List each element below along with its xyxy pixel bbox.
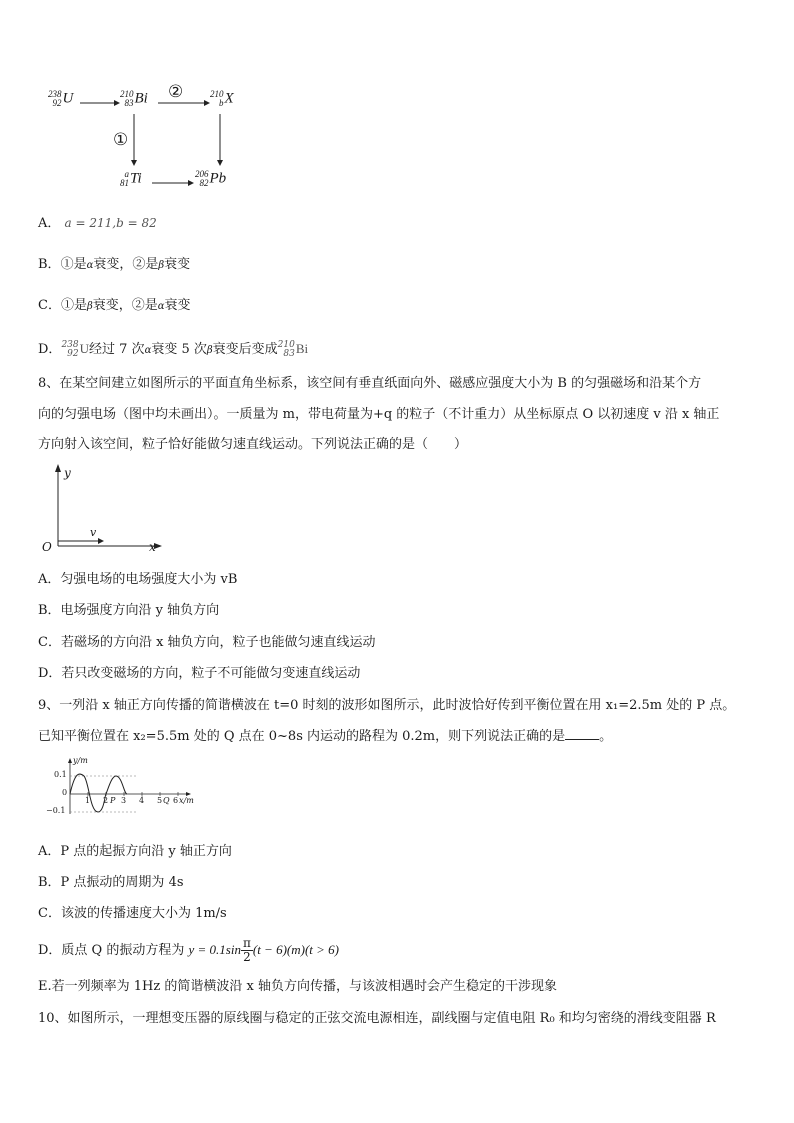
q9-stem-line-1: 9、一列沿 x 轴正方向传播的简谐横波在 t=0 时刻的波形如图所示，此时波恰好传到平衡位置在用 x₁=2.5m 处的 P 点。	[38, 698, 736, 713]
q9-option-d-eq-rhs: (t − 6)(m)(t > 6)	[252, 942, 339, 957]
q9-y-axis-label: y/m	[73, 756, 88, 765]
answer-blank	[565, 727, 599, 740]
q9-option-b: B．P 点振动的周期为 4s	[38, 875, 184, 890]
q7-option-a	[38, 214, 157, 233]
q8-stem-line-3: 方向射入该空间，粒子恰好能做匀速直线运动。下列说法正确的是（ ）	[38, 437, 468, 452]
q8-option-d: D．若只改变磁场的方向，粒子不可能做匀变速直线运动	[38, 666, 361, 681]
q8-stem-line-2: 向的匀强电场（图中均未画出）。一质量为 m，带电荷量为+q 的粒子（不计重力）从坐标原点 O 以初速度 v 沿 x 轴正	[38, 407, 720, 422]
q9-stem-line-2-end: 。	[599, 729, 613, 744]
q9-ytick-top: 0.1	[54, 770, 67, 779]
beta-symbol: β	[158, 260, 165, 271]
option-c-label: C．	[38, 298, 61, 313]
step-2-label: ②	[168, 82, 184, 102]
q8-axes-svg	[36, 462, 166, 556]
d-bi-mass: 210	[277, 339, 295, 350]
q9-option-d-fraction	[241, 937, 253, 964]
u-symbol: U	[62, 90, 74, 107]
bi-symbol: Bi	[134, 90, 148, 107]
beta-symbol: β	[86, 301, 93, 312]
ti-symbol: Ti	[130, 170, 142, 187]
step-1-label: ①	[113, 130, 129, 150]
q9-option-e: E.若一列频率为 1Hz 的简谐横波沿 x 轴负方向传播，与该波相遇时会产生稳定的干涉现象	[38, 979, 557, 994]
alpha-symbol: α	[144, 345, 152, 356]
alpha-symbol: α	[86, 260, 94, 271]
option-d-text-3: 衰变后变成	[212, 342, 278, 357]
q9-option-c: C．该波的传播速度大小为 1m/s	[38, 906, 227, 921]
q9-xtick-2: 2	[103, 796, 109, 805]
option-c-text-1: ①是	[60, 298, 87, 313]
arrow-bi-to-ti	[129, 114, 139, 166]
pb-mass: 206	[195, 169, 209, 179]
d-u-mass: 238	[61, 339, 79, 350]
nuclide-u238	[48, 90, 73, 108]
q8-stem-line-1: 8、在某空间建立如图所示的平面直角坐标系，该空间有垂直纸面向外、磁感应强度大小为 B 的匀强磁场和沿某个方	[38, 376, 702, 391]
u-mass: 238	[48, 89, 62, 99]
q9-p-label: P	[110, 796, 116, 805]
pb-charge: 82	[199, 178, 209, 188]
option-d-text-2: 衰变 5 次	[151, 342, 207, 357]
x-mass: 210	[210, 89, 224, 99]
nuclide-ti	[120, 170, 142, 188]
option-b-label: B．	[38, 257, 61, 272]
option-b-text-3: 衰变	[164, 257, 191, 272]
ti-charge: 81	[120, 178, 129, 188]
beta-symbol: β	[206, 345, 213, 356]
option-d-text-1: 经过 7 次	[89, 342, 145, 357]
arrow-bi-to-x	[158, 98, 210, 108]
option-b-text-1: ①是	[60, 257, 87, 272]
decay-chain-figure	[40, 82, 270, 197]
d-bi-symbol: Bi	[295, 341, 309, 356]
q8-option-a: A．匀强电场的电场强度大小为 vB	[38, 572, 238, 587]
q8-option-c: C．若磁场的方向沿 x 轴负方向，粒子也能做匀速直线运动	[38, 635, 376, 650]
fraction-denominator: 2	[243, 950, 251, 964]
d-bi-charge: 83	[283, 348, 295, 359]
option-d-label: D．	[38, 342, 62, 357]
bi-mass: 210	[120, 89, 134, 99]
arrow-x-to-pb	[215, 114, 225, 166]
q7-option-d	[38, 338, 308, 362]
q9-xtick-6: 6	[173, 796, 179, 805]
x-symbol: X	[224, 90, 234, 107]
pb-symbol: Pb	[209, 170, 227, 187]
q8-v-label: v	[90, 526, 97, 539]
nuclide-x	[210, 90, 234, 108]
q9-option-d	[38, 934, 339, 967]
alpha-symbol: α	[157, 301, 165, 312]
q9-wave-figure	[46, 758, 196, 820]
q9-option-d-eq-lhs: y = 0.1sin	[188, 942, 241, 957]
q9-stem-line-2	[38, 727, 612, 746]
q8-coordinate-figure	[36, 462, 166, 556]
d-u-symbol: U	[79, 341, 90, 356]
option-a-label: A．	[38, 216, 61, 231]
nuclide-bi210	[120, 90, 148, 108]
q8-y-label: y	[64, 466, 71, 480]
ti-mass: a	[124, 169, 129, 179]
nuclide-pb206	[195, 170, 226, 188]
bi-charge: 83	[124, 98, 134, 108]
q9-x-axis-label: x/m	[179, 796, 194, 805]
q9-xtick-5: 5	[157, 796, 163, 805]
q9-xtick-3: 3	[121, 796, 127, 805]
q9-ytick-mid: 0	[62, 788, 68, 797]
q9-wave-svg	[46, 758, 196, 820]
option-b-text-2: 衰变，②是	[93, 257, 159, 272]
q9-ytick-bot: −0.1	[46, 806, 66, 815]
q9-xtick-1: 1	[85, 796, 91, 805]
q8-x-label: x	[149, 540, 156, 554]
q9-stem-line-2-text: 已知平衡位置在 x₂=5.5m 处的 Q 点在 0~8s 内运动的路程为 0.2m，则下列说法正确的是	[38, 729, 566, 744]
q9-xtick-4: 4	[139, 796, 145, 805]
option-c-text-2: 衰变，②是	[92, 298, 158, 313]
q9-q-label: Q	[163, 796, 170, 805]
fraction-numerator: π	[242, 936, 251, 950]
arrow-u-to-bi	[80, 98, 120, 108]
q8-origin-label: O	[42, 540, 52, 554]
q9-option-a: A．P 点的起振方向沿 y 轴正方向	[38, 844, 232, 859]
u-charge: 92	[52, 98, 62, 108]
d-u-charge: 92	[67, 348, 79, 359]
q9-option-d-prefix: D．质点 Q 的振动方程为	[38, 943, 185, 958]
option-c-text-3: 衰变	[164, 298, 191, 313]
q8-option-b: B．电场强度方向沿 y 轴负方向	[38, 603, 220, 618]
option-a-text: a = 211,b = 82	[64, 216, 157, 230]
x-charge: b	[219, 98, 224, 108]
q7-option-b	[38, 256, 190, 275]
q7-option-c	[38, 297, 191, 316]
q10-stem-line-1: 10、如图所示，一理想变压器的原线圈与稳定的正弦交流电源相连，副线圈与定值电阻 R₀ 和均匀密绕的滑线变阻器 R	[38, 1011, 716, 1026]
arrow-ti-to-pb	[152, 178, 194, 188]
